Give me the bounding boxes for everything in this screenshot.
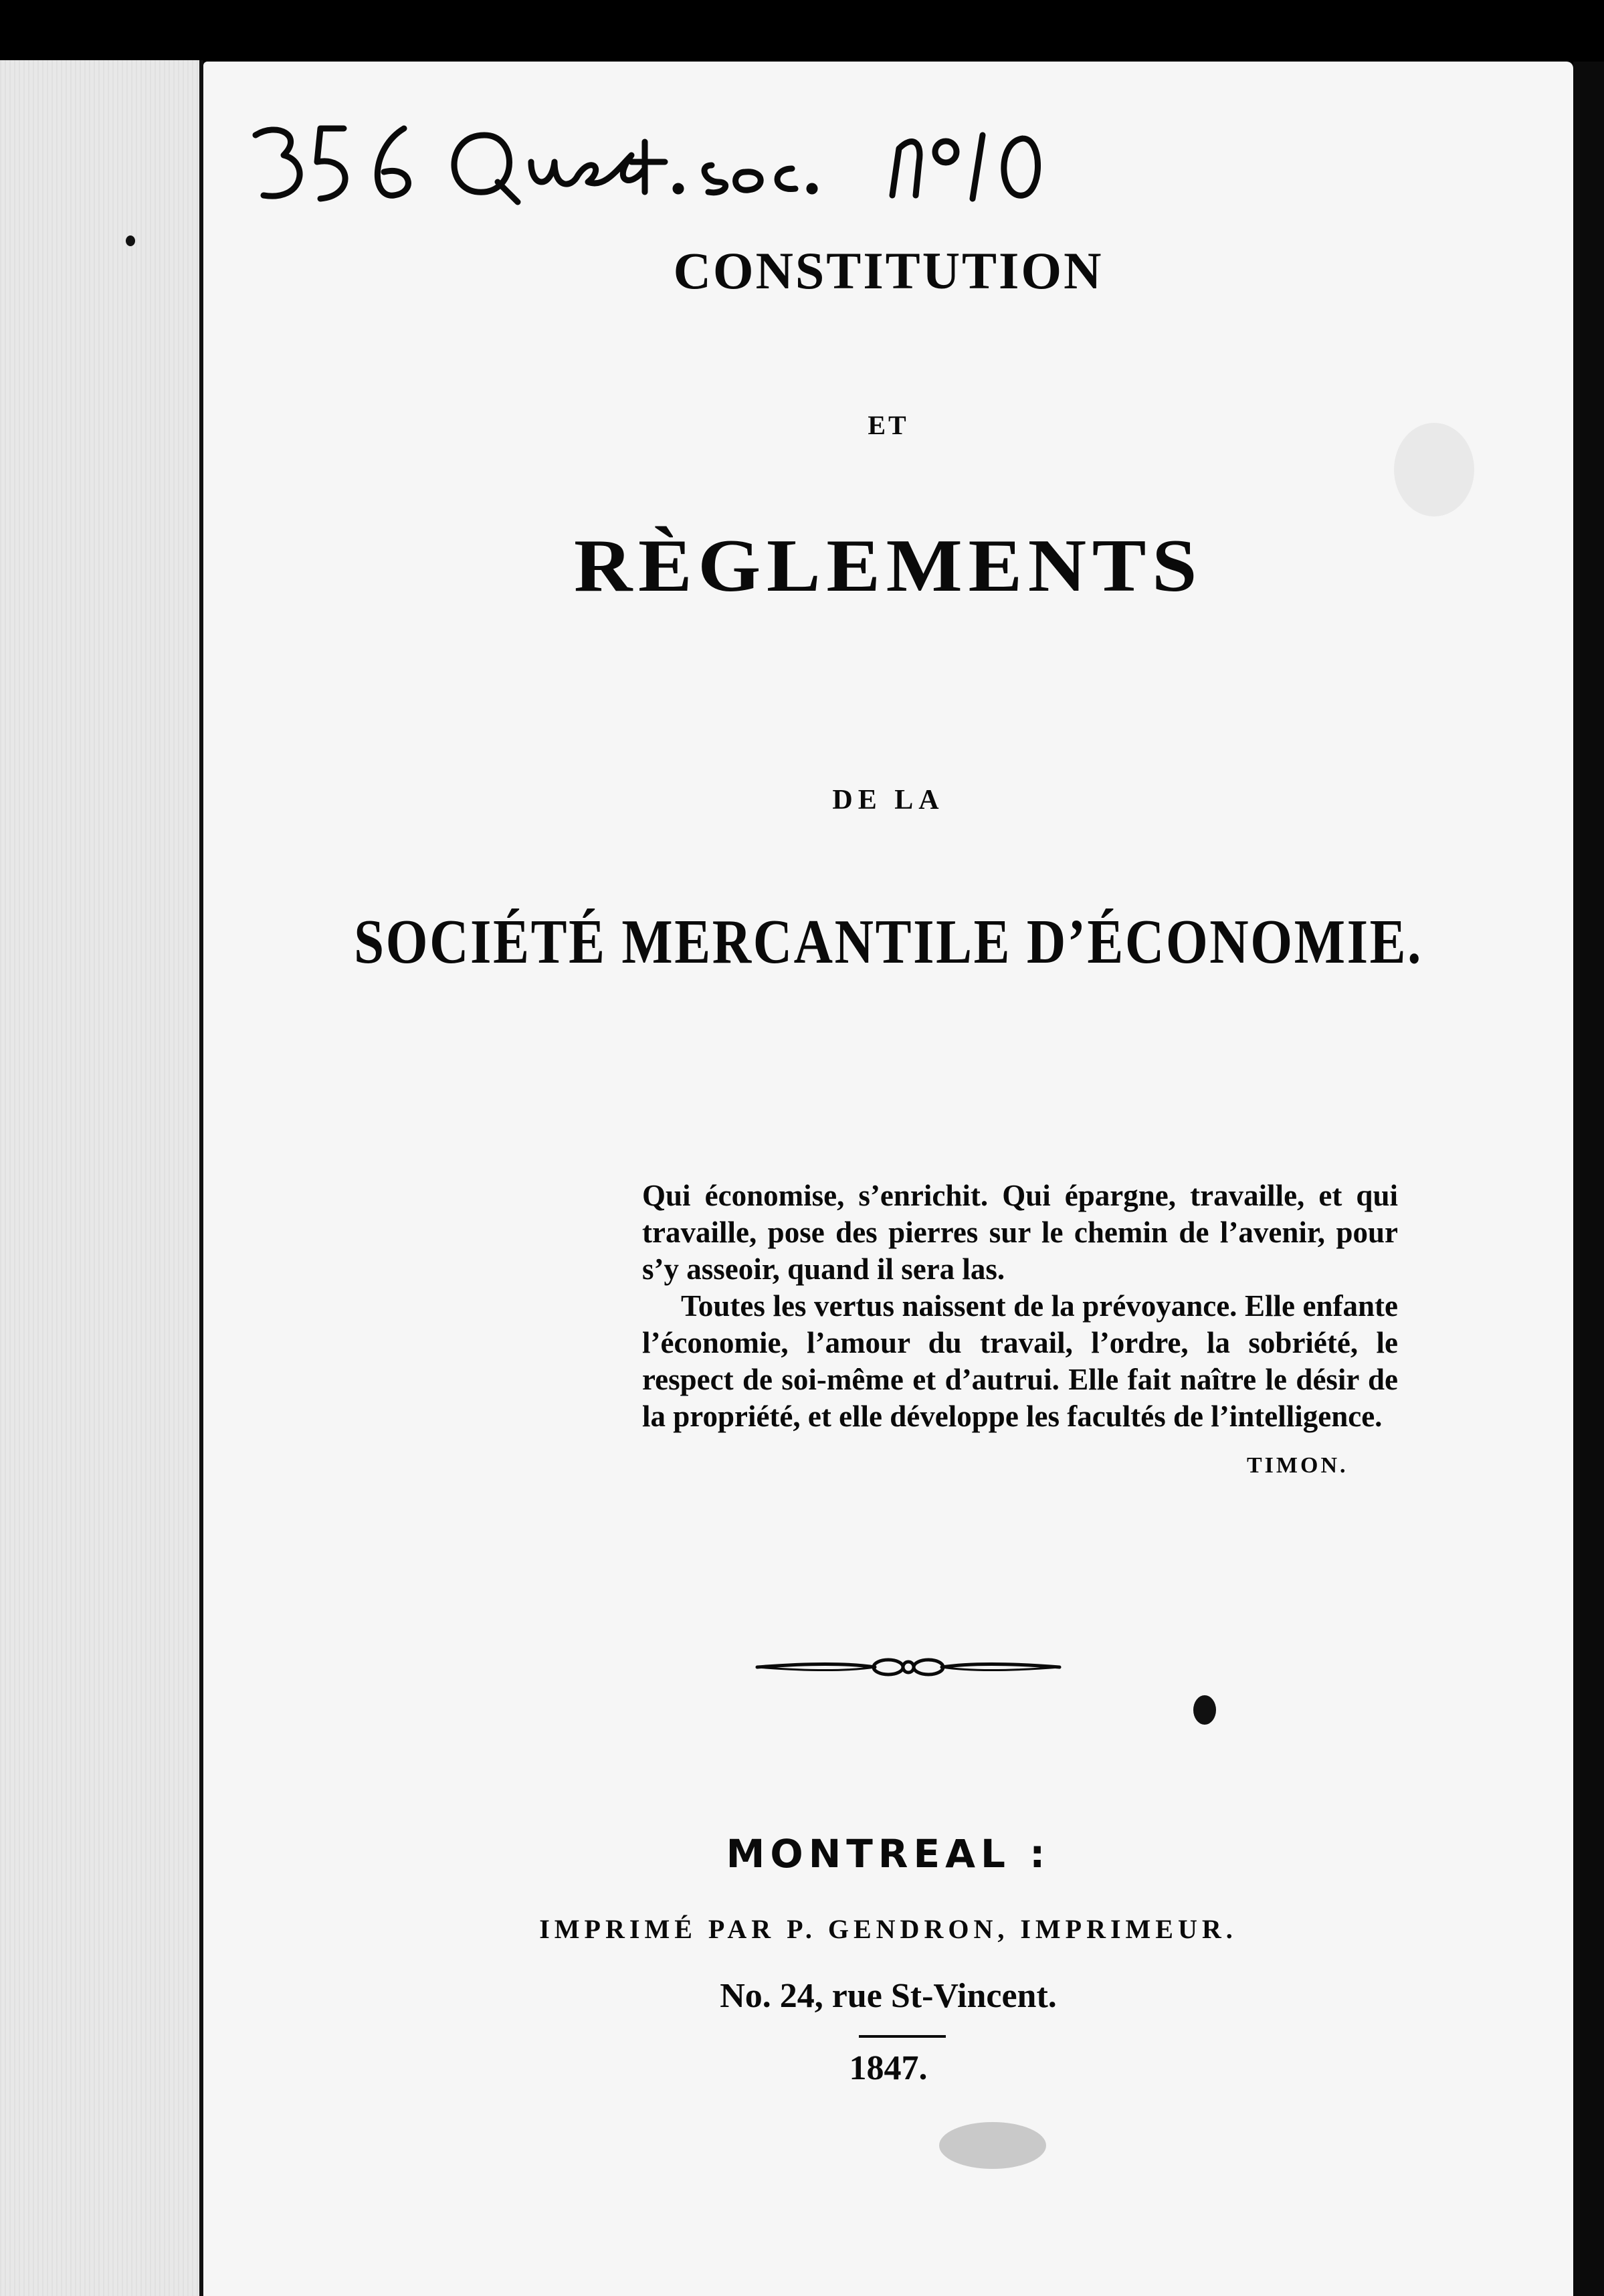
page-right-edge bbox=[1573, 62, 1604, 2296]
epigraph-paragraph-1: Qui économise, s’enrichit. Qui épargne, travaille, et qui travaille, pose des pierres sur le chemin de l’avenir, pour s’y asseoir, quand il sera las. bbox=[642, 1179, 1398, 1286]
title-societe: SOCIÉTÉ MERCANTILE D’ÉCONOMIE. bbox=[354, 907, 1423, 977]
ornament-divider bbox=[755, 1647, 1062, 1687]
imprint-printer: IMPRIMÉ PAR P. GENDRON, IMPRIMEUR. bbox=[539, 1914, 1237, 1944]
binding-strip bbox=[0, 60, 199, 2296]
binding-dot bbox=[126, 235, 135, 246]
handwritten-annotation bbox=[203, 108, 1573, 262]
imprint-city: MONTREAL : bbox=[726, 1831, 1051, 1877]
ink-spot bbox=[1193, 1695, 1216, 1725]
epigraph bbox=[642, 1177, 1398, 1435]
imprint-year: 1847. bbox=[849, 2049, 928, 2087]
imprint-address: No. 24, rue St-Vincent. bbox=[720, 1977, 1057, 2015]
title-et: ET bbox=[868, 410, 909, 440]
title-constitution: CONSTITUTION bbox=[673, 242, 1104, 300]
stain-smudge bbox=[939, 2122, 1046, 2169]
epigraph-attribution: TIMON. bbox=[1247, 1453, 1348, 1478]
title-page bbox=[203, 62, 1573, 2296]
title-de-la: DE LA bbox=[832, 785, 944, 816]
epigraph-paragraph-2: Toutes les vertus naissent de la prévoyance. Elle enfante l’économie, l’amour du travail, l’ordre, la sobriété, le respect de soi-même et d’autrui. Elle fait naître le désir de la propriété, et elle développe les facultés de l’intelligence. bbox=[642, 1289, 1398, 1433]
stain-smudge bbox=[1394, 423, 1474, 516]
title-reglements: RÈGLEMENTS bbox=[573, 524, 1203, 607]
imprint-rule bbox=[859, 2035, 946, 2038]
